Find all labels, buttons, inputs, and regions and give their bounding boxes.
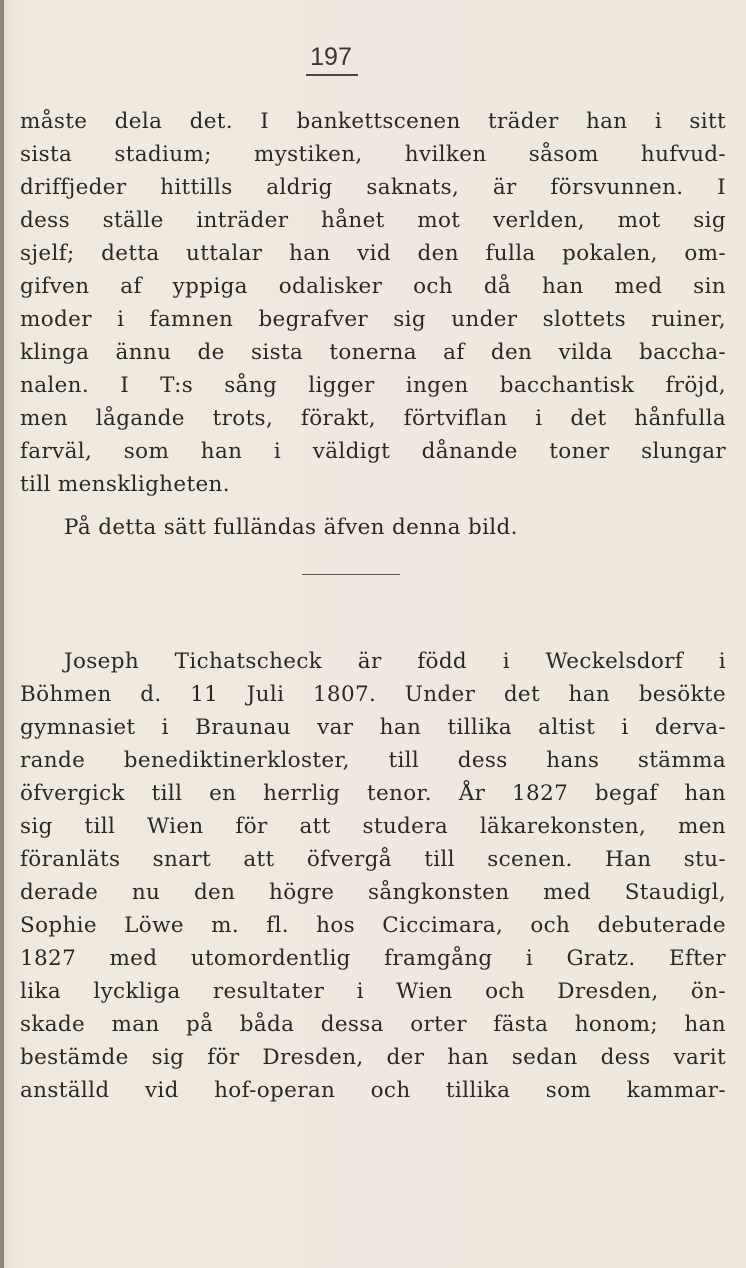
paragraph-1-line-1: måste dela det. I bankettscenen träder han i sitt xyxy=(20,109,726,134)
paragraph-1-line-10: men lågande trots, förakt, förtviflan i det hånfulla xyxy=(20,406,726,431)
paragraph-3-line-3: gymnasiet i Braunau var han tillika altist i derva- xyxy=(20,715,726,740)
paragraph-3-line-11: lika lyckliga resultater i Wien och Dresden, ön- xyxy=(20,979,726,1004)
paragraph-3-line-9: Sophie Löwe m. fl. hos Ciccimara, och debuterade xyxy=(20,913,726,938)
paragraph-1-line-12: till menskligheten. xyxy=(20,472,230,497)
paragraph-3-line-1: Joseph Tichatscheck är född i Weckelsdorf i xyxy=(64,649,726,674)
page-number: 197 xyxy=(310,43,352,71)
paragraph-3-line-10: 1827 med utomordentlig framgång i Gratz. Efter xyxy=(20,946,726,971)
paragraph-3-line-6: sig till Wien för att studera läkarekonsten, men xyxy=(20,814,726,839)
paragraph-1-line-4: dess ställe inträder hånet mot verlden, mot sig xyxy=(20,208,726,233)
section-divider xyxy=(302,574,400,575)
paragraph-2-line-1: På detta sätt fulländas äfven denna bild. xyxy=(64,515,518,540)
paragraph-1-line-8: klinga ännu de sista tonerna af den vilda baccha- xyxy=(20,340,726,365)
paragraph-1-line-2: sista stadium; mystiken, hvilken såsom hufvud- xyxy=(20,142,726,167)
paragraph-3-line-12: skade man på båda dessa orter fästa honom; han xyxy=(20,1012,726,1037)
paragraph-1-line-3: driffjeder hittills aldrig saknats, är försvunnen. I xyxy=(20,175,726,200)
paragraph-3-line-13: bestämde sig för Dresden, der han sedan dess varit xyxy=(20,1045,726,1070)
paragraph-1-line-7: moder i famnen begrafver sig under slottets ruiner, xyxy=(20,307,726,332)
page-number-underline xyxy=(306,74,358,76)
paragraph-3-line-2: Böhmen d. 11 Juli 1807. Under det han besökte xyxy=(20,682,726,707)
paragraph-3-line-8: derade nu den högre sångkonsten med Staudigl, xyxy=(20,880,726,905)
paragraph-3-line-7: föranläts snart att öfvergå till scenen. Han stu- xyxy=(20,847,726,872)
page-edge-shadow xyxy=(0,0,4,1268)
paragraph-3-line-5: öfvergick till en herrlig tenor. År 1827 begaf han xyxy=(20,781,726,806)
paragraph-1-line-5: sjelf; detta uttalar han vid den fulla pokalen, om- xyxy=(20,241,726,266)
paragraph-1-line-9: nalen. I T:s sång ligger ingen bacchantisk fröjd, xyxy=(20,373,726,398)
paragraph-3-line-14: anställd vid hof-operan och tillika som kammar- xyxy=(20,1078,726,1103)
paragraph-1-line-6: gifven af yppiga odalisker och då han med sin xyxy=(20,274,726,299)
paragraph-1-line-11: farväl, som han i väldigt dånande toner slungar xyxy=(20,439,726,464)
paragraph-3-line-4: rande benediktinerkloster, till dess hans stämma xyxy=(20,748,726,773)
